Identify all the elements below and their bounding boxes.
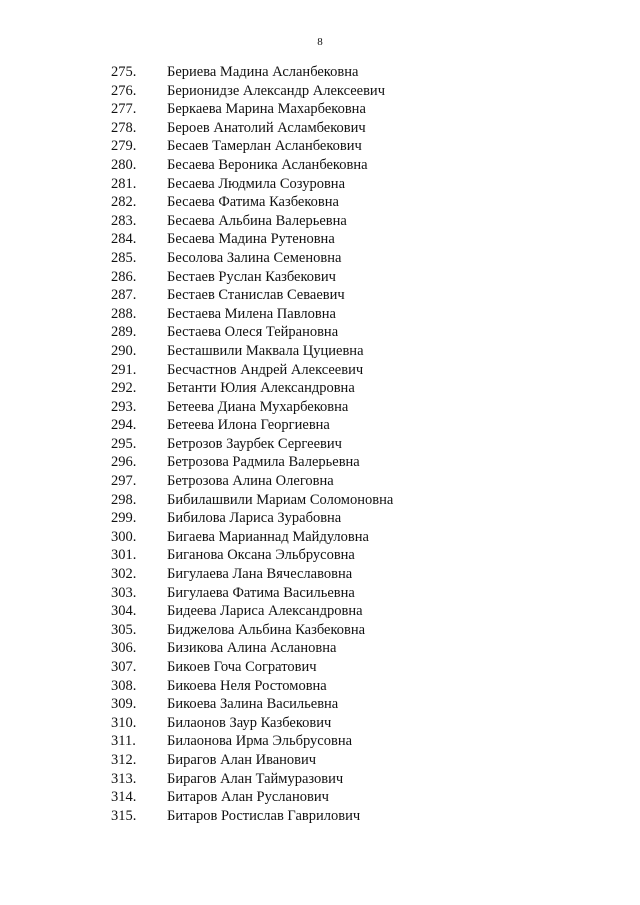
entry-name: Бероев Анатолий Асламбекович xyxy=(167,119,366,136)
list-item xyxy=(111,472,393,491)
entry-number: 293. xyxy=(111,398,137,415)
entry-name: Беркаева Марина Махарбековна xyxy=(167,101,366,118)
list-item xyxy=(111,770,393,789)
entry-number: 278. xyxy=(111,119,137,136)
entry-number: 283. xyxy=(111,212,137,229)
list-item xyxy=(111,193,393,212)
list-item xyxy=(111,621,393,640)
list-item xyxy=(111,807,393,826)
entry-number: 282. xyxy=(111,194,137,211)
entry-number: 311. xyxy=(111,733,136,750)
entry-name: Бетеева Диана Мухарбековна xyxy=(167,398,349,415)
entry-number: 300. xyxy=(111,528,137,545)
list-item xyxy=(111,82,393,101)
list-item xyxy=(111,751,393,770)
entry-name: Биганова Оксана Эльбрусовна xyxy=(167,547,355,564)
list-item xyxy=(111,453,393,472)
list-item xyxy=(111,100,393,119)
entry-name: Бесаева Альбина Валерьевна xyxy=(167,212,347,229)
entry-number: 294. xyxy=(111,417,137,434)
entry-number: 289. xyxy=(111,324,137,341)
list-item xyxy=(111,639,393,658)
entry-number: 277. xyxy=(111,101,137,118)
entry-name: Бигаева Марианнад Майдуловна xyxy=(167,528,369,545)
list-item xyxy=(111,714,393,733)
entry-number: 281. xyxy=(111,175,137,192)
entry-number: 295. xyxy=(111,435,137,452)
entry-name: Билаонов Заур Казбекович xyxy=(167,714,332,731)
entry-number: 302. xyxy=(111,566,137,583)
entry-name: Бесташвили Маквала Цуциевна xyxy=(167,342,364,359)
entry-name: Бесаева Фатима Казбековна xyxy=(167,194,339,211)
entry-name: Битаров Алан Русланович xyxy=(167,789,329,806)
entry-name: Бигулаева Фатима Васильевна xyxy=(167,584,355,601)
list-item xyxy=(111,63,393,82)
entry-name: Бесаева Мадина Рутеновна xyxy=(167,231,335,248)
entry-number: 305. xyxy=(111,621,137,638)
entry-name: Бериева Мадина Асланбековна xyxy=(167,64,359,80)
list-item xyxy=(111,565,393,584)
entry-number: 310. xyxy=(111,714,137,731)
entry-number: 280. xyxy=(111,156,137,173)
list-item xyxy=(111,677,393,696)
entry-name: Берионидзе Александр Алексеевич xyxy=(167,82,385,99)
list-item xyxy=(111,546,393,565)
entry-number: 301. xyxy=(111,547,137,564)
entry-name: Бикоева Неля Ростомовна xyxy=(167,677,327,694)
list-item xyxy=(111,416,393,435)
list-item xyxy=(111,249,393,268)
list-item xyxy=(111,286,393,305)
entry-name: Бестаева Милена Павловна xyxy=(167,305,336,322)
entry-name: Бибилашвили Мариам Соломоновна xyxy=(167,491,394,508)
entry-name: Бидеева Лариса Александровна xyxy=(167,603,363,620)
entry-name: Бестаев Станислав Севаевич xyxy=(167,287,345,304)
list-item xyxy=(111,361,393,380)
entry-name: Бетеева Илона Георгиевна xyxy=(167,417,330,434)
entry-number: 292. xyxy=(111,380,137,397)
entry-name: Бесчастнов Андрей Алексеевич xyxy=(167,361,364,378)
list-item xyxy=(111,491,393,510)
page-number: 8 xyxy=(317,36,323,48)
entry-number: 290. xyxy=(111,342,137,359)
entry-number: 312. xyxy=(111,751,137,768)
entry-name: Бикоев Гоча Согратович xyxy=(167,659,317,675)
list-item xyxy=(111,658,393,677)
list-item xyxy=(111,509,393,528)
entry-number: 299. xyxy=(111,510,137,527)
entry-name: Бирагов Алан Иванович xyxy=(167,751,317,768)
list-item xyxy=(111,398,393,417)
entry-name: Бизикова Алина Аслановна xyxy=(167,640,337,657)
list-item xyxy=(111,268,393,287)
entry-number: 279. xyxy=(111,138,137,155)
list-item xyxy=(111,137,393,156)
entry-name: Бесаев Тамерлан Асланбекович xyxy=(167,138,362,155)
list-item xyxy=(111,695,393,714)
entry-number: 287. xyxy=(111,287,137,304)
entry-number: 303. xyxy=(111,584,137,601)
entry-name: Бигулаева Лана Вячеславовна xyxy=(167,566,353,583)
list-item xyxy=(111,323,393,342)
entry-number: 286. xyxy=(111,268,137,285)
name-list xyxy=(111,63,393,825)
list-item xyxy=(111,156,393,175)
entry-name: Бирагов Алан Таймуразович xyxy=(167,770,344,787)
list-item xyxy=(111,305,393,324)
list-item xyxy=(111,602,393,621)
list-item xyxy=(111,119,393,138)
list-item xyxy=(111,528,393,547)
entry-name: Бетрозова Алина Олеговна xyxy=(167,473,334,490)
list-item xyxy=(111,379,393,398)
entry-name: Бибилова Лариса Зурабовна xyxy=(167,510,342,527)
list-item xyxy=(111,788,393,807)
list-item xyxy=(111,212,393,231)
entry-number: 315. xyxy=(111,807,137,824)
entry-name: Бестаев Руслан Казбекович xyxy=(167,268,336,285)
entry-number: 284. xyxy=(111,231,137,248)
list-item xyxy=(111,230,393,249)
entry-number: 304. xyxy=(111,603,137,620)
entry-name: Бестаева Олеся Тейрановна xyxy=(167,324,339,341)
entry-number: 285. xyxy=(111,249,137,266)
list-item xyxy=(111,435,393,454)
entry-number: 297. xyxy=(111,473,137,490)
entry-name: Биджелова Альбина Казбековна xyxy=(167,621,366,638)
entry-number: 313. xyxy=(111,770,137,787)
entry-number: 276. xyxy=(111,82,137,99)
entry-number: 298. xyxy=(111,491,137,508)
entry-name: Бетрозова Радмила Валерьевна xyxy=(167,454,360,471)
entry-name: Бесаева Вероника Асланбековна xyxy=(167,156,368,173)
list-item xyxy=(111,342,393,361)
entry-number: 275. xyxy=(111,64,137,80)
list-item xyxy=(111,584,393,603)
entry-number: 291. xyxy=(111,361,137,378)
entry-number: 296. xyxy=(111,454,137,471)
entry-name: Бесолова Залина Семеновна xyxy=(167,249,342,266)
entry-number: 314. xyxy=(111,789,137,806)
entry-number: 288. xyxy=(111,305,137,322)
entry-name: Бесаева Людмила Созуровна xyxy=(167,175,346,192)
entry-name: Битаров Ростислав Гаврилович xyxy=(167,807,361,824)
entry-number: 309. xyxy=(111,696,137,713)
list-item xyxy=(111,175,393,194)
entry-name: Билаонова Ирма Эльбрусовна xyxy=(167,733,353,750)
entry-name: Бетрозов Заурбек Сергеевич xyxy=(167,435,342,452)
entry-name: Бетанти Юлия Александровна xyxy=(167,380,355,397)
entry-name: Бикоева Залина Васильевна xyxy=(167,696,339,713)
entry-number: 306. xyxy=(111,640,137,657)
entry-number: 307. xyxy=(111,659,137,675)
entry-number: 308. xyxy=(111,677,137,694)
list-item xyxy=(111,732,393,751)
